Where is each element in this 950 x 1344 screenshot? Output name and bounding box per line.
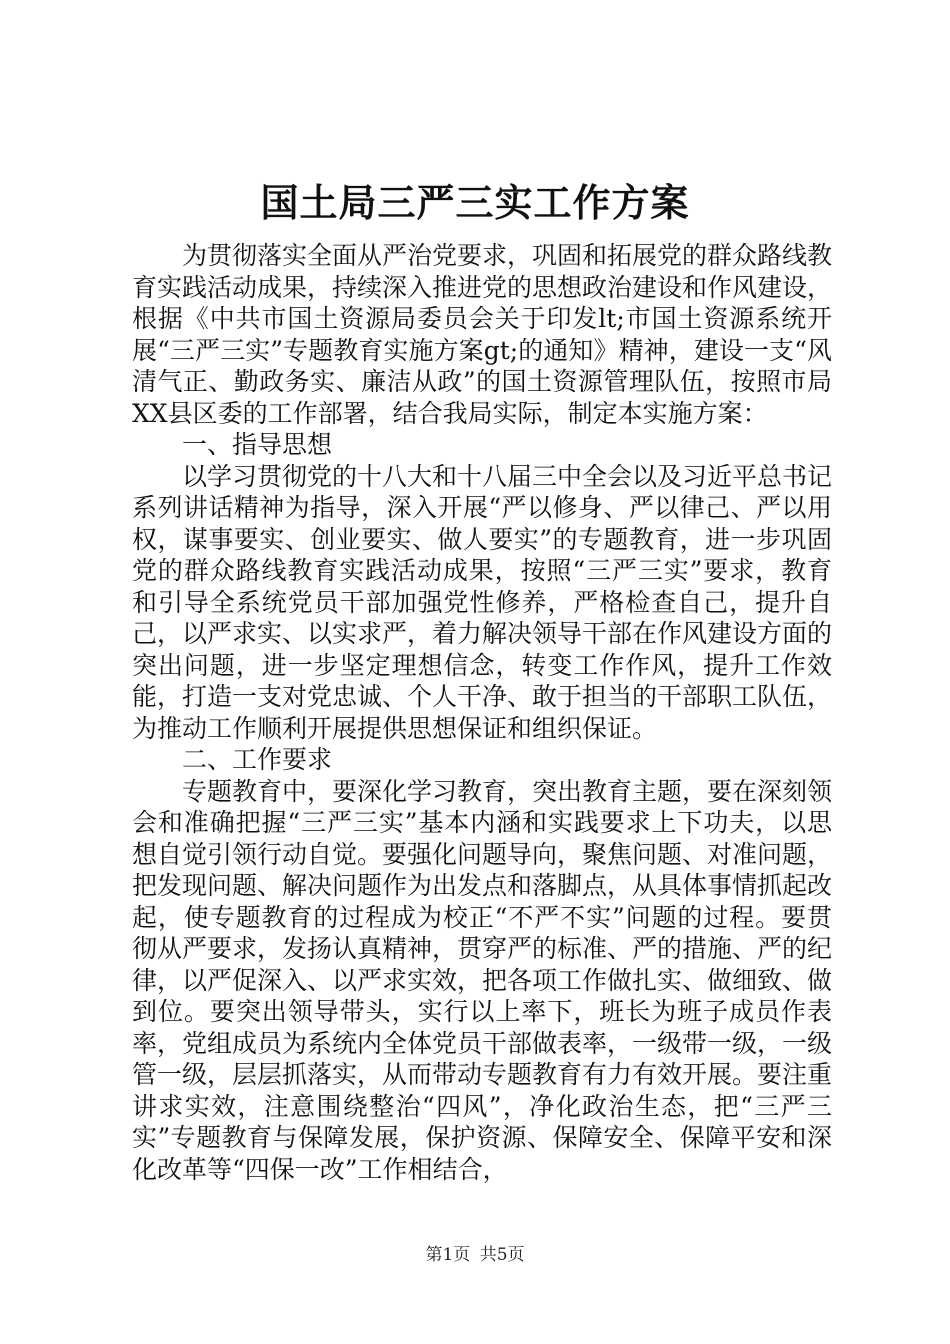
section-heading-work-requirements: 二、工作要求 (182, 745, 333, 774)
document-title: 国土局三严三实工作方案 (260, 180, 690, 225)
guiding-thought-paragraph: 以学习贯彻党的十八大和十八届三中全会以及习近平总书记系列讲话精神为指导，深入开展“严以修身、严以律己、严以用权，谋事要实、创业要实、做人要实”的专题教育，进一步巩固党的群众路线教育实践活动成果，按照“三严三实”要求，教育和引导全系统党员干部加强党性修养，严格检查自己，提升自己，以严求实、以实求严，着力解决领导干部在作风建设方面的突出问题，进一步坚定理想信念，转变工作作风，提升工作效能，打造一支对党忠诚、个人干净、敢于担当的干部职工队伍，为推动工作顺利开展提供思想保证和组织保证。 (132, 461, 833, 743)
section-heading-guiding-thought: 一、指导思想 (182, 430, 333, 459)
document-body (132, 240, 832, 1185)
page-number: 第1页 (425, 1245, 471, 1265)
intro-paragraph: 为贯彻落实全面从严治党要求，巩固和拓展党的群众路线教育实践活动成果，持续深入推进党的思想政治建设和作风建设，根据《中共市国土资源局委员会关于印发lt;市国土资源系统开展“三严三实”专题教育实施方案gt;的通知》精神，建设一支“风清气正、勤政务实、廉洁从政”的国土资源管理队伍，按照市局XX县区委的工作部署，结合我局实际，制定本实施方案： (132, 241, 833, 428)
page-total: 共5页 (479, 1245, 525, 1265)
work-requirements-paragraph: 专题教育中，要深化学习教育，突出教育主题，要在深刻领会和准确把握“三严三实”基本内涵和实践要求上下功夫，以思想自觉引领行动自觉。要强化问题导向，聚焦问题、对准问题，把发现问题、解决问题作为出发点和落脚点，从具体事情抓起改起，使专题教育的过程成为校正“不严不实”问题的过程。要贯彻从严要求，发扬认真精神，贯穿严的标准、严的措施、严的纪律，以严促深入、以严求实效，把各项工作做扎实、做细致、做到位。要突出领导带头，实行以上率下，班长为班子成员作表率，党组成员为系统内全体党员干部做表率，一级带一级，一级管一级，层层抓落实，从而带动专题教育有力有效开展。要注重讲求实效，注意围绕整治“四风”，净化政治生态，把“三严三实”专题教育与保障发展，保护资源、保障安全、保障平安和深化改革等“四保一改”工作相结合， (132, 776, 833, 1184)
page-footer (0, 1240, 950, 1265)
